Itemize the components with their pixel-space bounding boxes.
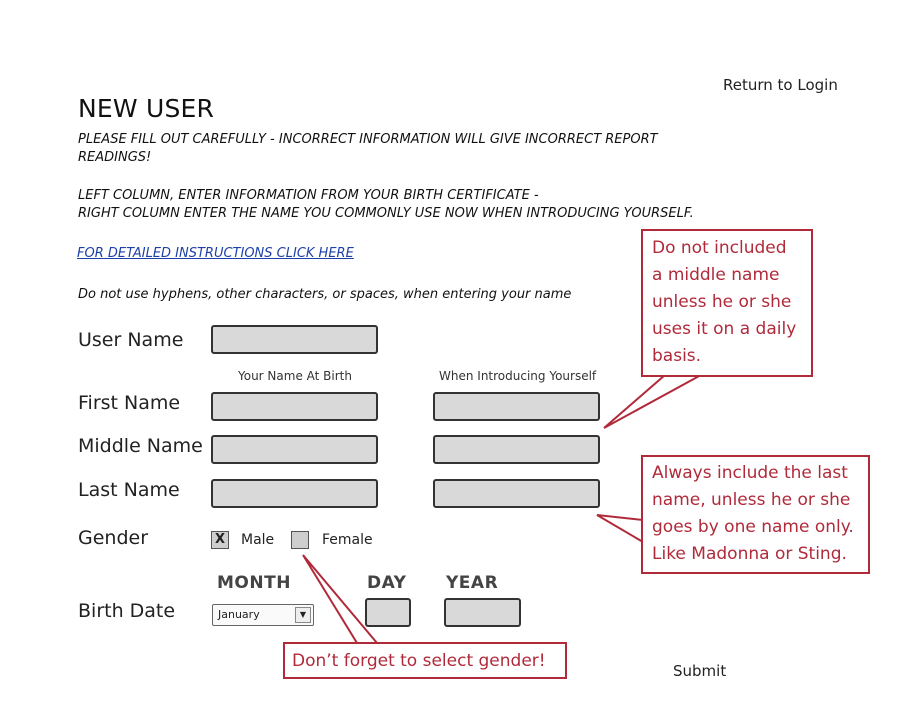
last-name-callout-pointer xyxy=(597,515,643,542)
first-name-label: First Name xyxy=(78,392,181,414)
male-label: Male xyxy=(241,532,275,548)
gender-callout xyxy=(283,642,567,679)
middle-name-callout-line-2: a middle name xyxy=(652,265,780,285)
gender-label: Gender xyxy=(78,527,149,549)
last-name-callout-line-4: Like Madonna or Sting. xyxy=(652,544,847,564)
middle-name-callout xyxy=(641,229,813,377)
gender-callout-pointer xyxy=(303,555,377,643)
year-header: YEAR xyxy=(446,573,499,593)
last-name-callout-line-1: Always include the last xyxy=(652,463,848,483)
introduction-name-column-header: When Introducing Yourself xyxy=(439,369,597,383)
birth-date-label: Birth Date xyxy=(78,600,176,622)
columns-note-line-2: RIGHT COLUMN ENTER THE NAME YOU COMMONLY USE NOW WHEN INTRODUCING YOURSELF. xyxy=(78,206,694,221)
middle-name-callout-line-3: unless he or she xyxy=(652,292,792,312)
birth-name-column-header: Your Name At Birth xyxy=(238,369,352,383)
submit-button[interactable]: Submit xyxy=(673,662,727,680)
middle-name-callout-line-1: Do not included xyxy=(652,238,787,258)
month-select-value: January xyxy=(218,608,260,621)
last-name-callout xyxy=(641,455,870,574)
accuracy-warning-line-2: READINGS! xyxy=(78,150,152,165)
female-label: Female xyxy=(322,532,373,548)
middle-name-callout-line-5: basis. xyxy=(652,346,702,366)
name-entry-note: Do not use hyphens, other characters, or spaces, when entering your name xyxy=(78,287,572,302)
last-name-callout-line-2: name, unless he or she xyxy=(652,490,851,510)
return-to-login-link[interactable]: Return to Login xyxy=(723,76,838,94)
page-title: NEW USER xyxy=(78,94,215,123)
username-label: User Name xyxy=(78,329,184,351)
middle-name-callout-line-4: uses it on a daily xyxy=(652,319,797,339)
columns-note-line-1: LEFT COLUMN, ENTER INFORMATION FROM YOUR BIRTH CERTIFICATE - xyxy=(78,188,539,203)
day-header: DAY xyxy=(367,573,407,593)
month-header: MONTH xyxy=(217,573,291,593)
detailed-instructions-link[interactable]: FOR DETAILED INSTRUCTIONS CLICK HERE xyxy=(77,246,354,261)
last-name-callout-line-3: goes by one name only. xyxy=(652,517,854,537)
accuracy-warning-line-1: PLEASE FILL OUT CAREFULLY - INCORRECT INFORMATION WILL GIVE INCORRECT REPORT xyxy=(78,132,658,147)
gender-callout-text: Don’t forget to select gender! xyxy=(292,651,546,671)
chevron-down-icon[interactable]: ▼ xyxy=(295,607,311,623)
last-name-label: Last Name xyxy=(78,479,180,501)
middle-name-label: Middle Name xyxy=(78,435,203,457)
middle-name-callout-pointer xyxy=(604,375,701,428)
male-checkbox[interactable]: X xyxy=(211,531,229,549)
